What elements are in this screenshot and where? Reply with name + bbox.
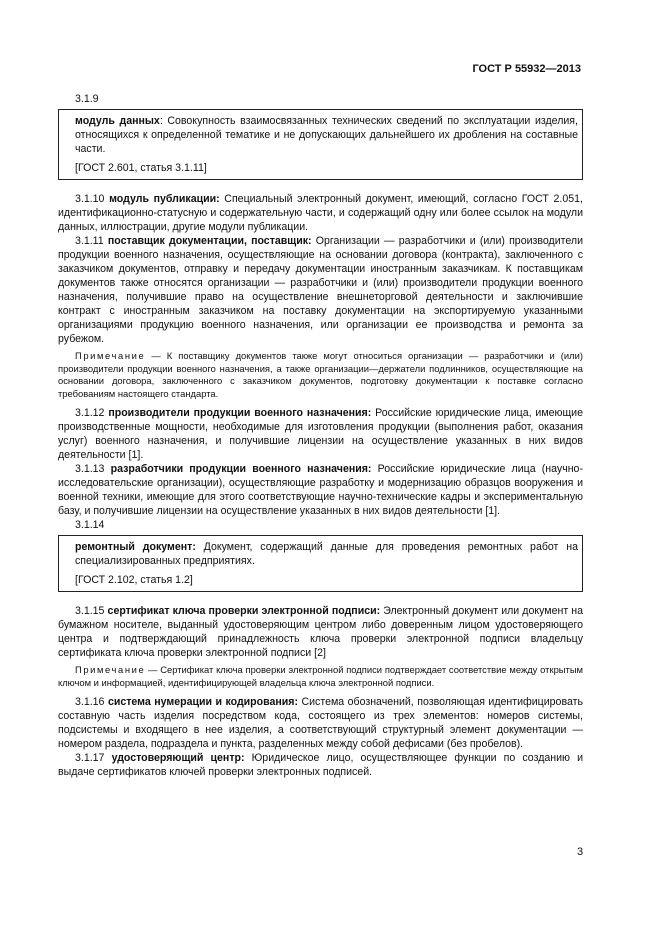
term-paragraph-3-1-12: 3.1.12 производители продукции военного назначения: Российские юридические лица, имеющие производственные мощности, необходимые для изготовления продукции (выполнения работ, оказания услуг) военного назначения, и получившие лицензии на осуществление указанных в них видов деятельности [1].: [58, 407, 583, 461]
note-text: — К поставщику документов также могут относиться организации — разработчики и (или) производители продукции военного назначения, а также организации—держатели подлинников, осуществляющие на основании договора, заключенного с заказчиком документов, подготовку документации к поставке согласно требованиям настоящего стандарта.: [58, 350, 583, 399]
term-text: Документ, содержащий данные для проведения ремонтных работ на специализированных предприятиях.: [75, 541, 578, 567]
term-source-3-1-14: [ГОСТ 2.102, статья 1.2]: [75, 574, 193, 586]
term-title: модуль данных: [75, 115, 160, 127]
note-paragraph-1: [58, 350, 583, 400]
term-text: Российские юридические лица (научно-исследовательские организации), осуществляющие разработку и модернизацию образцов вооружения и военной техники, имеющие для этого соответствующие научно-технические кадры и экспериментальную базу, и получившие лицензии на осуществление указанных в них видов деятельности [1].: [58, 463, 583, 517]
term-paragraph-3-1-15: 3.1.15 сертификат ключа проверки электронной подписи: Электронный документ или документ на бумажном носителе, выданный удостоверяющим центром либо доверенным лицом удостоверяющего центра и подтверждающий принадлежность ключа проверки электронной подписи владельцу сертификата ключа проверки электронной подписи [2]: [58, 605, 583, 659]
term-definition-3-1-9: [59, 110, 582, 161]
term-text: Система обозначений, позволяющая идентифицировать составную часть изделия посредством кода, состоящего из трех элементов: номеров системы, подсистемы и входящего в нее изделия, а соответствующий структурный элемент документации — номером раздела, подраздела и пункта, разделенных между собой дефисами (без пробелов).: [58, 696, 583, 750]
term-box-3-1-9: [58, 109, 583, 180]
term-text: Специальный электронный документ, имеющий, согласно ГОСТ 2.051, идентификационно-статусную и содержательную части, и содержащий одну или более ссылок на модули данных, иллюстрации, другие модули публикации.: [58, 193, 583, 233]
note-label: Примечание: [75, 664, 146, 675]
note-paragraph-2: [58, 664, 583, 689]
term-number-3-1-9: 3.1.9: [75, 93, 99, 105]
term-text: Российские юридические лица, имеющие производственные мощности, необходимые для изготовления продукции (выполнения работ, оказания услуг) военного назначения, и получившие лицензии на осуществление указанных в них видов деятельности [1].: [58, 407, 583, 461]
term-box-3-1-14: [58, 535, 583, 592]
term-paragraph-3-1-11: 3.1.11 поставщик документации, поставщик: Организации — разработчики и (или) производители продукции военного назначения, осуществляющие на основании договора (контракта), заключенного с заказчиком документов, отправку и передачу документации иностранным заказчикам. К поставщикам документов также относятся организации — разработчики и (или) производители продукции военного назначения, получившие право на осуществление внешнеторговой деятельности и заключившие контракт с иностранным заказчиком на поставку документации на экспортируемую указанными организациями продукцию военного назначения, или организации ее производства и ремонта за рубежом.: [58, 235, 584, 345]
term-title: система нумерации и кодирования:: [107, 696, 299, 708]
term-title: поставщик документации, поставщик:: [107, 235, 312, 247]
note-text: — Сертификат ключа проверки электронной подписи подтверждает соответствие между открытым ключом и информацией, идентифицирующей владельца ключа электронной подписи.: [58, 664, 583, 688]
document-body: [58, 92, 583, 779]
term-text: Юридическое лицо, осуществляющее функции по созданию и выдаче сертификатов ключей проверки электронных подписей.: [58, 752, 583, 778]
term-title: модуль публикации:: [109, 193, 220, 205]
term-title: ремонтный документ:: [75, 541, 196, 553]
term-paragraph-3-1-13: 3.1.13 разработчики продукции военного назначения: Российские юридические лица (научно-исследовательские организации), осуществляющие разработку и модернизацию образцов вооружения и военной техники, имеющие для этого соответствующие научно-технические кадры и экспериментальную базу, и получившие лицензии на осуществление указанных в них видов деятельности [1].: [58, 463, 583, 517]
term-title: производители продукции военного назначения:: [108, 407, 372, 419]
page-number: 3: [577, 846, 584, 858]
term-text: : Совокупность взаимосвязанных технических сведений по эксплуатации изделия, относящихся к определенной тематике и не допускающих дальнейшего их дробления на составные части.: [75, 115, 578, 155]
term-title: сертификат ключа проверки электронной подписи:: [107, 605, 381, 617]
document-code-header: ГОСТ Р 55932—2013: [472, 63, 581, 75]
term-paragraph-3-1-16: 3.1.16 система нумерации и кодирования: Система обозначений, позволяющая идентифицировать составную часть изделия посредством кода, состоящего из трех элементов: номеров системы, подсистемы и входящего в нее изделия, а соответствующий структурный элемент документации — номером раздела, подраздела и пункта, разделенных между собой дефисами (без пробелов).: [58, 696, 583, 750]
term-definition-3-1-14: [59, 536, 582, 573]
term-text: Организации — разработчики и (или) производители продукции военного назначения, осуществляющие на основании договора (контракта), заключенного с заказчиком документов, отправку и передачу документации иностранным заказчикам. К поставщикам документов также относятся организации — разработчики и (или) производители продукции военного назначения, получившие право на осуществление внешнеторговой деятельности и заключившие контракт с иностранным заказчиком на поставку документации на экспортируемую указанными организациями продукцию военного назначения, или организации ее производства и ремонта за рубежом.: [58, 235, 584, 345]
term-title: удостоверяющий центр:: [111, 752, 245, 764]
note-label: Примечание: [75, 350, 146, 361]
term-number-3-1-14: 3.1.14: [75, 519, 105, 531]
term-source-3-1-9: [ГОСТ 2.601, статья 3.1.11]: [75, 162, 207, 174]
term-title: разработчики продукции военного назначения:: [110, 463, 372, 475]
term-text: Электронный документ или документ на бумажном носителе, выданный удостоверяющим центром либо доверенным лицом удостоверяющего центра и подтверждающий принадлежность ключа проверки электронной подписи владельцу сертификата ключа проверки электронной подписи [2]: [58, 605, 583, 659]
term-paragraph-3-1-10: 3.1.10 модуль публикации: Специальный электронный документ, имеющий, согласно ГОСТ 2.051, идентификационно-статусную и содержательную части, и содержащий одну или более ссылок на модули данных, иллюстрации, другие модули публикации.: [58, 193, 583, 233]
term-paragraph-3-1-17: 3.1.17 удостоверяющий центр: Юридическое лицо, осуществляющее функции по созданию и выдаче сертификатов ключей проверки электронных подписей.: [58, 752, 583, 778]
